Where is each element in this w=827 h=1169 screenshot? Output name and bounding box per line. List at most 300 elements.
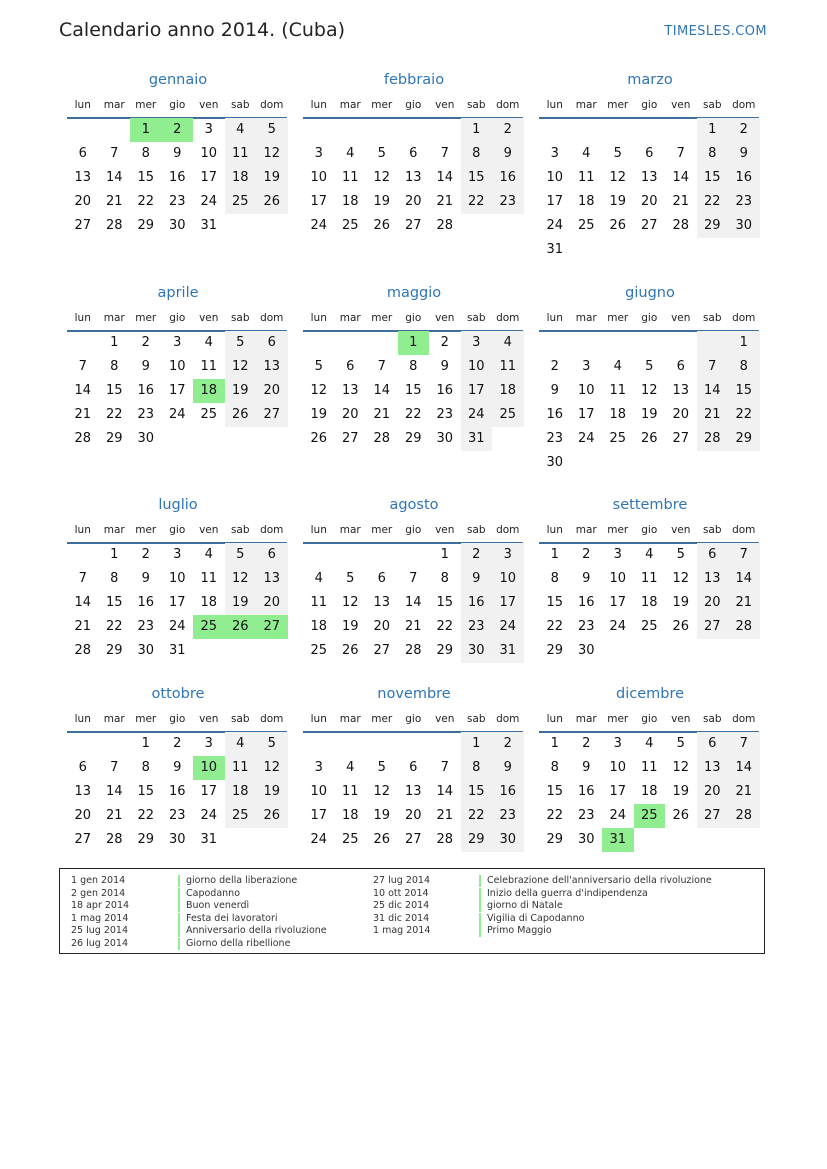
day-cell: 26: [310, 431, 328, 446]
day-cell: 29: [697, 214, 729, 238]
day-cell: 22: [546, 619, 564, 634]
day-cell: 16: [137, 595, 155, 610]
day-cell: 18: [310, 619, 328, 634]
day-cell: 27: [373, 643, 391, 658]
weekday-label: gio: [405, 713, 422, 725]
day-cell: 25: [609, 431, 627, 446]
day-cell: 3: [613, 547, 622, 562]
weekday-label: dom: [260, 713, 284, 725]
month-aprile: [67, 285, 289, 485]
day-cell: 15: [461, 166, 493, 190]
day-cell: 12: [373, 784, 391, 799]
day-cell: 30: [728, 214, 760, 238]
day-cell: 5: [676, 547, 685, 562]
day-cell: 17: [310, 808, 328, 823]
day-cell: 17: [609, 595, 627, 610]
weekday-label: lun: [310, 524, 327, 536]
day-cell: 10: [546, 170, 564, 185]
day-cell: 31: [461, 427, 493, 451]
day-cell: 6: [697, 543, 729, 567]
day-cell: 7: [697, 355, 729, 379]
page-title: Calendario anno 2014. (Cuba): [59, 19, 346, 41]
weekday-label: lun: [74, 713, 91, 725]
month-giugno: [539, 285, 761, 485]
day-cell: 9: [550, 383, 559, 398]
legend-date: 1 gen 2014: [71, 875, 126, 886]
month-name: febbraio: [383, 72, 445, 88]
day-cell: 19: [341, 619, 359, 634]
day-cell: 22: [436, 619, 454, 634]
day-cell: 18: [609, 407, 627, 422]
day-cell: 5: [256, 118, 288, 142]
day-cell: 30: [492, 828, 524, 852]
day-cell: 30: [577, 643, 595, 658]
weekday-label: gio: [641, 524, 658, 536]
day-cell: 11: [225, 756, 257, 780]
day-cell: 25: [225, 190, 257, 214]
day-cell: 28: [373, 431, 391, 446]
day-cell: 25: [193, 615, 225, 639]
day-cell: 22: [728, 403, 760, 427]
weekday-label: gio: [641, 312, 658, 324]
weekday-label: dom: [732, 524, 756, 536]
day-cell: 18: [341, 808, 359, 823]
day-cell: 24: [200, 808, 218, 823]
legend-date: 25 dic 2014: [373, 900, 430, 911]
day-cell: 10: [492, 567, 524, 591]
day-cell: 7: [110, 760, 119, 775]
weekday-label: mer: [607, 713, 629, 725]
day-cell: 12: [256, 142, 288, 166]
day-cell: 19: [609, 194, 627, 209]
weekday-label: mar: [103, 99, 125, 111]
day-cell: 27: [697, 615, 729, 639]
day-cell: 10: [609, 760, 627, 775]
day-cell: 12: [225, 355, 257, 379]
weekday-label: gio: [405, 524, 422, 536]
day-cell: 7: [440, 760, 449, 775]
day-cell: 24: [310, 832, 328, 847]
day-cell: 13: [373, 595, 391, 610]
day-cell: 27: [697, 804, 729, 828]
day-cell: 20: [404, 194, 422, 209]
month-ottobre: [67, 686, 289, 886]
day-cell: 20: [256, 591, 288, 615]
day-cell: 25: [577, 218, 595, 233]
day-cell: 13: [74, 170, 92, 185]
day-cell: 26: [373, 218, 391, 233]
weekday-label: ven: [435, 99, 455, 111]
weekday-label: dom: [260, 312, 284, 324]
day-cell: 23: [492, 804, 524, 828]
weekday-label: mar: [575, 312, 597, 324]
day-cell: 4: [346, 760, 355, 775]
day-cell: 11: [341, 784, 359, 799]
day-cell: 11: [640, 760, 658, 775]
weekday-label: gio: [169, 99, 186, 111]
day-cell: 3: [204, 122, 213, 137]
day-cell: 8: [461, 142, 493, 166]
holiday-legend: [59, 868, 765, 954]
day-cell: 22: [546, 808, 564, 823]
day-cell: 27: [256, 615, 288, 639]
day-cell: 7: [728, 543, 760, 567]
weekday-label: dom: [496, 713, 520, 725]
day-cell: 5: [377, 760, 386, 775]
day-cell: 24: [200, 194, 218, 209]
weekday-label: sab: [466, 713, 486, 725]
day-cell: 19: [225, 379, 257, 403]
day-cell: 23: [492, 190, 524, 214]
day-cell: 7: [78, 571, 87, 586]
legend-date: 1 mag 2014: [373, 925, 431, 936]
day-cell: 16: [492, 780, 524, 804]
day-cell: 4: [204, 547, 213, 562]
day-cell: 12: [609, 170, 627, 185]
month-marzo: [539, 72, 761, 272]
weekday-label: ven: [199, 312, 219, 324]
day-cell: 12: [373, 170, 391, 185]
day-cell: 14: [436, 170, 454, 185]
day-cell: 24: [546, 218, 564, 233]
weekday-label: ven: [435, 524, 455, 536]
day-cell: 26: [225, 615, 257, 639]
day-cell: 13: [256, 355, 288, 379]
weekday-label: sab: [466, 99, 486, 111]
day-cell: 29: [404, 431, 422, 446]
day-cell: 6: [409, 146, 418, 161]
month-luglio: [67, 497, 289, 697]
month-settembre: [539, 497, 761, 697]
weekday-label: lun: [310, 312, 327, 324]
day-cell: 24: [609, 619, 627, 634]
day-cell: 12: [310, 383, 328, 398]
day-cell: 30: [168, 218, 186, 233]
day-cell: 9: [173, 146, 182, 161]
day-cell: 3: [550, 146, 559, 161]
day-cell: 22: [137, 194, 155, 209]
weekday-label: dom: [260, 99, 284, 111]
day-cell: 4: [582, 146, 591, 161]
legend-holiday-name: Primo Maggio: [479, 925, 552, 937]
day-cell: 3: [314, 760, 323, 775]
day-cell: 29: [105, 431, 123, 446]
weekday-label: gio: [405, 99, 422, 111]
day-cell: 31: [168, 643, 186, 658]
legend-date: 26 lug 2014: [71, 937, 128, 949]
day-cell: 9: [141, 359, 150, 374]
day-cell: 22: [105, 407, 123, 422]
day-cell: 19: [640, 407, 658, 422]
legend-date: 27 lug 2014: [373, 875, 430, 886]
weekday-label: ven: [199, 99, 219, 111]
day-cell: 10: [310, 170, 328, 185]
day-cell: 16: [577, 595, 595, 610]
day-cell: 28: [728, 615, 760, 639]
day-cell: 15: [404, 383, 422, 398]
day-cell: 16: [461, 591, 493, 615]
weekday-label: sab: [702, 312, 722, 324]
day-cell: 23: [168, 808, 186, 823]
day-cell: 13: [640, 170, 658, 185]
weekday-label: ven: [671, 312, 691, 324]
day-cell: 9: [728, 142, 760, 166]
weekday-label: dom: [260, 524, 284, 536]
month-dicembre: [539, 686, 761, 886]
day-cell: 13: [697, 756, 729, 780]
day-cell: 21: [404, 619, 422, 634]
weekday-label: sab: [466, 312, 486, 324]
day-cell: 8: [728, 355, 760, 379]
day-cell: 30: [137, 431, 155, 446]
day-cell: 7: [110, 146, 119, 161]
day-cell: 5: [225, 543, 257, 567]
day-cell: 1: [110, 335, 119, 350]
month-name: settembre: [612, 497, 688, 513]
day-cell: 4: [492, 331, 524, 355]
day-cell: 23: [137, 407, 155, 422]
day-cell: 18: [225, 166, 257, 190]
day-cell: 24: [492, 615, 524, 639]
weekday-label: dom: [732, 99, 756, 111]
day-cell: 22: [404, 407, 422, 422]
site-link[interactable]: TIMESLES.COM: [664, 24, 767, 39]
day-cell: 1: [461, 118, 493, 142]
day-cell: 14: [697, 379, 729, 403]
day-cell: 6: [676, 359, 685, 374]
day-cell: 1: [461, 732, 493, 756]
day-cell: 2: [173, 736, 182, 751]
day-cell: 1: [130, 118, 162, 142]
day-cell: 14: [74, 383, 92, 398]
day-cell: 13: [341, 383, 359, 398]
day-cell: 24: [609, 808, 627, 823]
weekday-label: ven: [199, 713, 219, 725]
day-cell: 13: [256, 567, 288, 591]
day-cell: 3: [461, 331, 493, 355]
day-cell: 27: [256, 403, 288, 427]
day-cell: 6: [78, 760, 87, 775]
month-agosto: [303, 497, 525, 697]
month-name: novembre: [377, 686, 451, 702]
day-cell: 31: [602, 828, 634, 852]
legend-date: 10 ott 2014: [373, 887, 429, 899]
day-cell: 23: [436, 407, 454, 422]
day-cell: 28: [74, 431, 92, 446]
day-cell: 1: [398, 331, 430, 355]
day-cell: 9: [173, 760, 182, 775]
day-cell: 17: [168, 383, 186, 398]
day-cell: 6: [697, 732, 729, 756]
day-cell: 12: [640, 383, 658, 398]
day-cell: 18: [492, 379, 524, 403]
day-cell: 20: [373, 619, 391, 634]
day-cell: 19: [672, 784, 690, 799]
weekday-label: ven: [435, 312, 455, 324]
weekday-label: gio: [169, 713, 186, 725]
day-cell: 28: [436, 832, 454, 847]
day-cell: 2: [582, 736, 591, 751]
legend-date: 2 gen 2014: [71, 887, 126, 899]
day-cell: 27: [404, 218, 422, 233]
day-cell: 24: [168, 619, 186, 634]
day-cell: 15: [461, 780, 493, 804]
day-cell: 26: [609, 218, 627, 233]
day-cell: 10: [461, 355, 493, 379]
day-cell: 31: [492, 639, 524, 663]
day-cell: 14: [436, 784, 454, 799]
day-cell: 16: [436, 383, 454, 398]
day-cell: 4: [613, 359, 622, 374]
day-cell: 9: [492, 756, 524, 780]
day-cell: 29: [461, 828, 493, 852]
weekday-label: lun: [310, 99, 327, 111]
day-cell: 3: [314, 146, 323, 161]
weekday-label: mer: [371, 713, 393, 725]
legend-holiday-name: Vigilia di Capodanno: [479, 913, 584, 925]
month-name: aprile: [157, 285, 199, 301]
day-cell: 12: [672, 571, 690, 586]
weekday-label: lun: [546, 524, 563, 536]
day-cell: 7: [377, 359, 386, 374]
day-cell: 28: [74, 643, 92, 658]
day-cell: 19: [373, 194, 391, 209]
day-cell: 21: [436, 194, 454, 209]
weekday-label: dom: [732, 312, 756, 324]
day-cell: 14: [74, 595, 92, 610]
day-cell: 11: [577, 170, 595, 185]
day-cell: 25: [200, 407, 218, 422]
day-cell: 28: [728, 804, 760, 828]
day-cell: 6: [409, 760, 418, 775]
day-cell: 10: [168, 571, 186, 586]
month-name: dicembre: [615, 686, 685, 702]
day-cell: 14: [728, 567, 760, 591]
day-cell: 1: [550, 547, 559, 562]
day-cell: 2: [141, 547, 150, 562]
day-cell: 16: [728, 166, 760, 190]
month-name: ottobre: [151, 686, 205, 702]
weekday-label: mer: [135, 312, 157, 324]
day-cell: 18: [225, 780, 257, 804]
weekday-label: gio: [169, 524, 186, 536]
day-cell: 25: [225, 804, 257, 828]
day-cell: 21: [74, 407, 92, 422]
day-cell: 21: [74, 619, 92, 634]
legend-date: 25 lug 2014: [71, 925, 128, 936]
weekday-label: mer: [135, 99, 157, 111]
day-cell: 5: [225, 331, 257, 355]
day-cell: 21: [105, 808, 123, 823]
day-cell: 2: [440, 335, 449, 350]
day-cell: 3: [492, 543, 524, 567]
weekday-label: mar: [103, 312, 125, 324]
day-cell: 28: [404, 643, 422, 658]
weekday-label: mar: [339, 713, 361, 725]
weekday-label: sab: [702, 99, 722, 111]
day-cell: 27: [74, 832, 92, 847]
day-cell: 15: [436, 595, 454, 610]
day-cell: 27: [640, 218, 658, 233]
day-cell: 13: [74, 784, 92, 799]
day-cell: 28: [105, 832, 123, 847]
day-cell: 4: [645, 547, 654, 562]
day-cell: 11: [341, 170, 359, 185]
day-cell: 29: [728, 427, 760, 451]
day-cell: 23: [137, 619, 155, 634]
day-cell: 27: [341, 431, 359, 446]
day-cell: 20: [256, 379, 288, 403]
day-cell: 15: [137, 170, 155, 185]
day-cell: 21: [436, 808, 454, 823]
day-cell: 21: [373, 407, 391, 422]
day-cell: 10: [310, 784, 328, 799]
day-cell: 8: [409, 359, 418, 374]
day-cell: 31: [200, 832, 218, 847]
day-cell: 24: [310, 218, 328, 233]
day-cell: 3: [582, 359, 591, 374]
day-cell: 26: [672, 808, 690, 823]
day-cell: 8: [461, 756, 493, 780]
day-cell: 8: [550, 571, 559, 586]
weekday-label: lun: [74, 312, 91, 324]
day-cell: 13: [697, 567, 729, 591]
day-cell: 30: [168, 832, 186, 847]
weekday-label: sab: [702, 713, 722, 725]
legend-holiday-name: Celebrazione dell'anniversario della rivoluzione: [479, 875, 712, 887]
day-cell: 7: [78, 359, 87, 374]
day-cell: 26: [373, 832, 391, 847]
day-cell: 15: [137, 784, 155, 799]
day-cell: 11: [200, 359, 218, 374]
day-cell: 6: [645, 146, 654, 161]
day-cell: 3: [613, 736, 622, 751]
day-cell: 22: [105, 619, 123, 634]
day-cell: 12: [341, 595, 359, 610]
day-cell: 29: [546, 643, 564, 658]
day-cell: 14: [672, 170, 690, 185]
day-cell: 9: [582, 571, 591, 586]
day-cell: 15: [105, 595, 123, 610]
weekday-label: ven: [671, 524, 691, 536]
day-cell: 17: [546, 194, 564, 209]
day-cell: 2: [550, 359, 559, 374]
day-cell: 4: [346, 146, 355, 161]
day-cell: 20: [404, 808, 422, 823]
day-cell: 5: [256, 732, 288, 756]
day-cell: 8: [110, 571, 119, 586]
day-cell: 11: [310, 595, 328, 610]
day-cell: 24: [577, 431, 595, 446]
legend-date: 1 mag 2014: [71, 912, 129, 924]
weekday-label: mar: [339, 312, 361, 324]
day-cell: 17: [168, 595, 186, 610]
day-cell: 19: [310, 407, 328, 422]
day-cell: 11: [200, 571, 218, 586]
day-cell: 16: [137, 383, 155, 398]
day-cell: 13: [404, 784, 422, 799]
weekday-label: sab: [230, 713, 250, 725]
day-cell: 16: [577, 784, 595, 799]
day-cell: 6: [256, 543, 288, 567]
day-cell: 24: [461, 403, 493, 427]
weekday-label: mer: [135, 713, 157, 725]
weekday-label: ven: [435, 713, 455, 725]
day-cell: 17: [492, 591, 524, 615]
month-name: giugno: [625, 285, 675, 301]
weekday-label: sab: [230, 312, 250, 324]
month-name: marzo: [627, 72, 673, 88]
